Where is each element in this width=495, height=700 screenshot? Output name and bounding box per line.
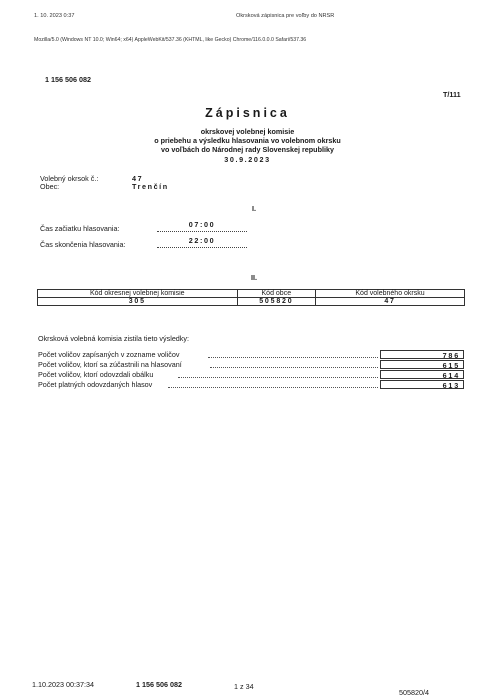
result-leader-dots <box>210 367 378 368</box>
obec-label: Obec: <box>40 182 60 191</box>
user-agent: Mozilla/5.0 (Windows NT 10.0; Win64; x64) AppleWebKit/537.36 (KHTML, like Gecko) Chrome/116.0.0.0 Safari/537.36 <box>34 37 307 43</box>
result-value: 614 <box>380 370 464 379</box>
result-leader-dots <box>178 377 378 378</box>
print-date: 1. 10. 2023 0:37 <box>34 13 75 19</box>
footer-page-number: 1 z 34 <box>234 682 254 691</box>
result-leader-dots <box>208 357 378 358</box>
subtitle-line-1: okrskovej volebnej komisie <box>200 127 295 136</box>
form-code: T/111 <box>443 90 461 99</box>
subtitle-line-3: vo voľbách do Národnej rady Slovenskej republiky <box>161 145 334 154</box>
obec-value: Trenčín <box>132 182 169 191</box>
okrsok-value: 47 <box>132 174 144 183</box>
election-date: 30.9.2023 <box>224 155 271 164</box>
codes-value-cell: 47 <box>316 298 465 306</box>
codes-header-cell: Kód okresnej volebnej komisie <box>38 290 238 298</box>
codes-value-cell: 305 <box>38 298 238 306</box>
result-row <box>38 350 464 360</box>
result-value: 786 <box>380 350 464 359</box>
results-intro: Okrsková volebná komisia zistila tieto výsledky: <box>38 334 189 343</box>
codes-value-cell: 505820 <box>237 298 316 306</box>
codes-header-cell: Kód obce <box>237 290 316 298</box>
result-label: Počet platných odovzdaných hlasov <box>38 380 153 389</box>
section-2-numeral: II. <box>251 273 257 282</box>
codes-header-cell: Kód volebného okrsku <box>316 290 465 298</box>
result-value: 613 <box>380 380 464 389</box>
start-time-label: Čas začiatku hlasovania: <box>40 224 120 233</box>
footer-timestamp: 1.10.2023 00:37:34 <box>32 680 94 689</box>
result-label: Počet voličov zapísaných v zozname voličov <box>38 350 180 359</box>
section-1-numeral: I. <box>252 204 256 213</box>
result-label: Počet voličov, ktorí odovzdali obálku <box>38 370 154 379</box>
result-row <box>38 360 464 370</box>
result-row <box>38 370 464 380</box>
end-time-label: Čas skončenia hlasovania: <box>40 240 126 249</box>
codes-table <box>37 289 465 306</box>
codes-header-row <box>38 290 465 298</box>
codes-value-row <box>38 298 465 306</box>
document-title: Zápisnica <box>205 106 290 120</box>
subtitle-line-2: o priebehu a výsledku hlasovania vo volebnom okrsku <box>154 136 341 145</box>
result-leader-dots <box>168 387 378 388</box>
footer-code: 505820/4 <box>399 688 429 697</box>
document-id: 1 156 506 082 <box>45 75 91 84</box>
start-time-value: 07:00 <box>157 220 247 232</box>
okrsok-label: Volebný okrsok č.: <box>40 174 99 183</box>
result-row <box>38 380 464 390</box>
result-label: Počet voličov, ktorí sa zúčastnili na hlasovaní <box>38 360 182 369</box>
end-time-value: 22:00 <box>157 236 247 248</box>
result-value: 615 <box>380 360 464 369</box>
footer-document-id: 1 156 506 082 <box>136 680 182 689</box>
print-title: Okrsková zápisnica pre voľby do NRSR <box>236 13 335 19</box>
